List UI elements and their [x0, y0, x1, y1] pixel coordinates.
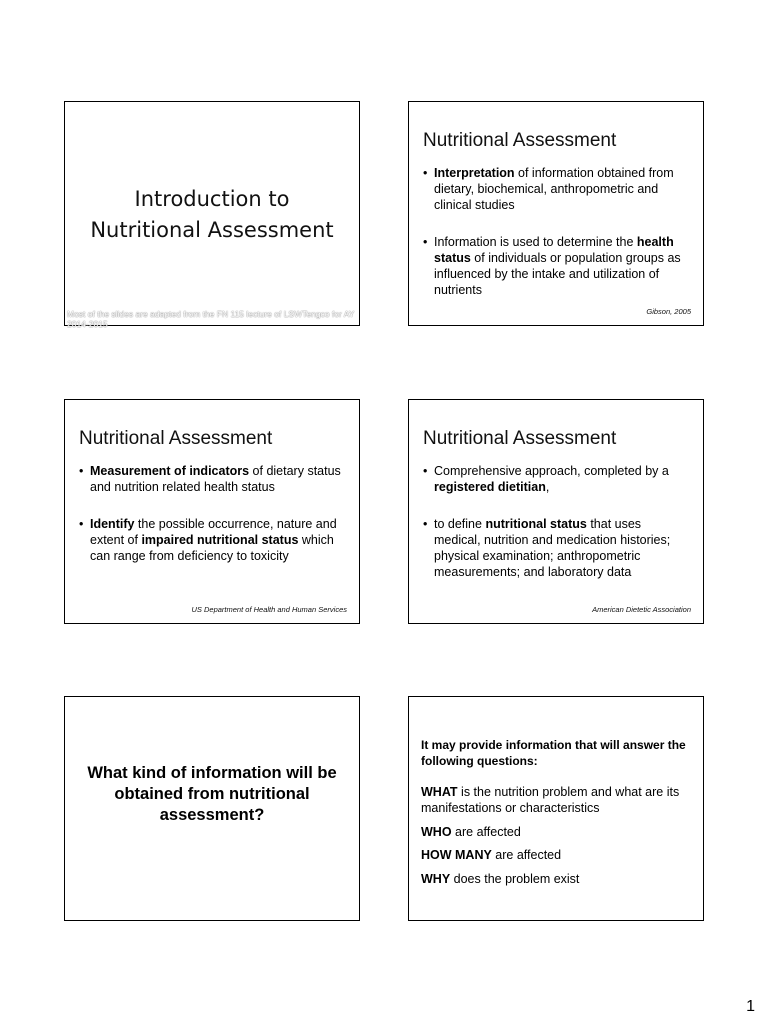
- question-item: [421, 824, 691, 840]
- slide-main-title: [65, 184, 359, 246]
- bullet-bold-text: registered dietitian: [434, 480, 546, 494]
- bullet-bold-text: Measurement of indicators: [90, 464, 250, 478]
- bullet-bold-text: Interpretation: [434, 166, 515, 180]
- bullet-text: of information obtained from dietary, biochemical, anthropometric and clinical studies: [434, 166, 674, 212]
- bullet-item: [423, 463, 691, 495]
- question-keyword: WHO: [421, 825, 452, 839]
- slide-definition-gibson: [408, 101, 704, 326]
- bullet-item: [79, 516, 347, 564]
- bullet-bold-text: impaired nutritional status: [141, 533, 299, 547]
- bullet-text: the possible occurrence, nature and extent of: [90, 517, 337, 547]
- slide-title-card: [64, 101, 360, 329]
- bullet-text: Comprehensive approach, completed by a: [434, 464, 669, 478]
- slide-question: [64, 696, 360, 921]
- slide-title: Nutritional Assessment: [79, 428, 273, 449]
- bullet-dot-icon: •: [423, 464, 428, 478]
- questions-intro: It may provide information that will answer the following questions:: [421, 738, 686, 768]
- bullet-bold-text: health status: [434, 235, 674, 265]
- bullet-dot-icon: •: [423, 235, 428, 249]
- bullet-list: [423, 463, 691, 580]
- bullet-item: [423, 234, 691, 298]
- bullet-item: [79, 463, 347, 495]
- question-text: is the nutrition problem and what are its manifestations or characteristics: [421, 785, 680, 815]
- title-line-2: Nutritional Assessment: [90, 218, 334, 242]
- source-citation: US Department of Health and Human Services: [191, 605, 347, 614]
- bullet-dot-icon: •: [79, 517, 84, 531]
- source-citation: Gibson, 2005: [646, 307, 691, 316]
- question-text: does the problem exist: [450, 872, 580, 886]
- bullet-text: ,: [545, 480, 550, 494]
- bullet-dot-icon: •: [423, 517, 428, 531]
- bullet-text: which can range from deficiency to toxicity: [90, 533, 334, 563]
- slide-title: Nutritional Assessment: [423, 130, 617, 151]
- slide-question-text: What kind of information will be obtained from nutritional assessment?: [87, 764, 337, 824]
- bullet-item: [423, 516, 691, 580]
- bullet-text: of individuals or population groups as influenced by the intake and utilization of nutrients: [434, 251, 681, 297]
- question-keyword: HOW MANY: [421, 848, 492, 862]
- slide-questions-list: [408, 696, 704, 921]
- question-item: [421, 847, 691, 863]
- slide-definition-hhs: [64, 399, 360, 624]
- bullet-list: [79, 463, 347, 564]
- bullet-item: [423, 165, 691, 213]
- bullet-dot-icon: •: [423, 166, 428, 180]
- slide-footnote: Most of the slides are adapted from the FN 115 lecture of LSWTengco for AY 2014-2015: [67, 309, 355, 329]
- slide-title: Nutritional Assessment: [423, 428, 617, 449]
- slide-definition-ada: [408, 399, 704, 624]
- page-number: 1: [746, 998, 755, 1015]
- bullet-dot-icon: •: [79, 464, 84, 478]
- title-line-1: Introduction to: [134, 187, 290, 211]
- bullet-text: of dietary status and nutrition related health status: [90, 464, 341, 494]
- bullet-list: [423, 165, 691, 298]
- bullet-text: that uses medical, nutrition and medication histories; physical examination; anthropometric measurements; and laboratory data: [434, 517, 671, 579]
- question-keyword: WHY: [421, 872, 451, 886]
- question-keyword: WHAT: [421, 785, 458, 799]
- bullet-bold-text: Identify: [90, 517, 135, 531]
- bullet-text: Information is used to determine the: [434, 235, 637, 249]
- question-item: [421, 871, 691, 887]
- question-item: [421, 784, 691, 816]
- question-text: are affected: [451, 825, 521, 839]
- question-text: are affected: [491, 848, 562, 862]
- source-citation: American Dietetic Association: [592, 605, 691, 614]
- bullet-text: to define: [434, 517, 486, 531]
- bullet-bold-text: nutritional status: [485, 517, 587, 531]
